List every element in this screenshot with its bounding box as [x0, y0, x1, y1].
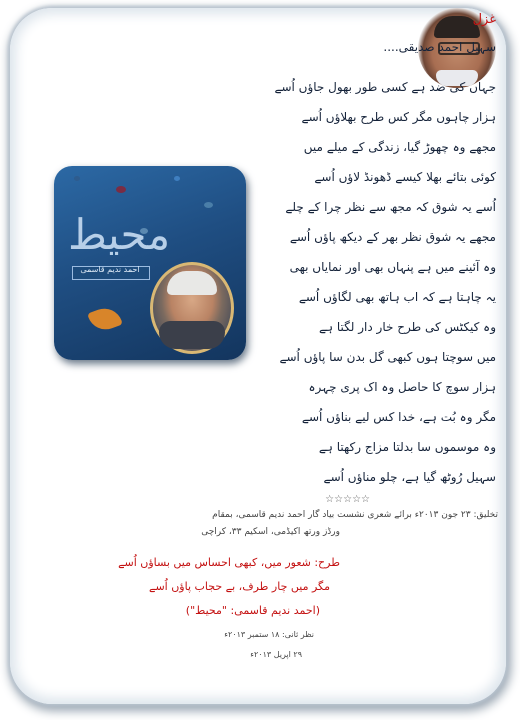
verse-line: اُسے یہ شوق کہ مجھ سے نظر چرا کے چلے — [285, 200, 496, 214]
tarah-line: مگر میں چار طرف، بے حجاب پاؤں اُسے — [149, 580, 330, 593]
cover-dot — [174, 176, 180, 181]
verse-line: سہیل رُوٹھ گیا ہے، چلو مناؤں اُسے — [323, 470, 496, 484]
tarah-line: طرح: شعور میں، کبھی احساس میں بساؤں اُسے — [118, 556, 340, 569]
date-line: ۲۹ اپریل ۲۰۱۳ء — [250, 650, 302, 659]
book-author: احمد ندیم قاسمی — [80, 265, 140, 274]
cover-dot — [204, 202, 213, 208]
verse-line: جہاں کی ضد ہے کسی طور بھول جاؤں اُسے — [274, 80, 496, 94]
verse-line: مجھے وہ چھوڑ گیا، زندگی کے میلے میں — [303, 140, 496, 154]
verse-line: ہزار چاہوں مگر کس طرح بھلاؤں اُسے — [301, 110, 496, 124]
verse-line: وہ کیکٹس کی طرح خار دار لگتا ہے — [318, 320, 496, 334]
ghazal-heading: غزل — [472, 12, 496, 27]
revision-date: نظر ثانی: ۱۸ ستمبر ۲۰۱۳ء — [224, 630, 314, 639]
stars-divider: ☆☆☆☆☆ — [325, 494, 370, 505]
verse-line: مجھے یہ شوق نظر بھر کے دیکھ پاؤں اُسے — [289, 230, 496, 244]
verse-line: وہ موسموں سا بدلتا مزاج رکھتا ہے — [318, 440, 496, 454]
creation-note: تخلیق: ۲۳ جون ۲۰۱۳ء برائے شعری نشست بیاد گار احمد ندیم قاسمی، بمقام — [212, 510, 498, 520]
poet-photo — [150, 262, 234, 354]
cover-dot — [116, 186, 126, 193]
verse-line: یہ چاہتا ہے کہ اب ہاتھ بھی لگاؤں اُسے — [298, 290, 496, 304]
tarah-source: (احمد ندیم قاسمی: "محیط") — [185, 604, 320, 617]
verse-line: وہ آئینے میں ہے پنہاں بھی اور نمایاں بھی — [289, 260, 496, 274]
verse-line: کوئی بتائے بھلا کیسے ڈھونڈ لاؤں اُسے — [314, 170, 496, 184]
verse-line: میں سوچتا ہوں کبھی گل بدن سا پاؤں اُسے — [279, 350, 496, 364]
poet-hair — [167, 271, 217, 295]
creation-place: ورڈز ورتھ اکیڈمی، اسکیم ۳۳، کراچی — [201, 527, 340, 537]
verse-line: مگر وہ بُت ہے، خدا کس لیے بناؤں اُسے — [301, 410, 496, 424]
author-name: سہیل احمد صدیقی.... — [383, 40, 496, 54]
autumn-leaf-icon — [87, 304, 123, 335]
cover-dot — [74, 176, 80, 181]
book-title: محیط — [68, 210, 171, 259]
verse-line: ہزار سوچ کا حاصل وہ اک پری چہرہ — [308, 380, 496, 394]
